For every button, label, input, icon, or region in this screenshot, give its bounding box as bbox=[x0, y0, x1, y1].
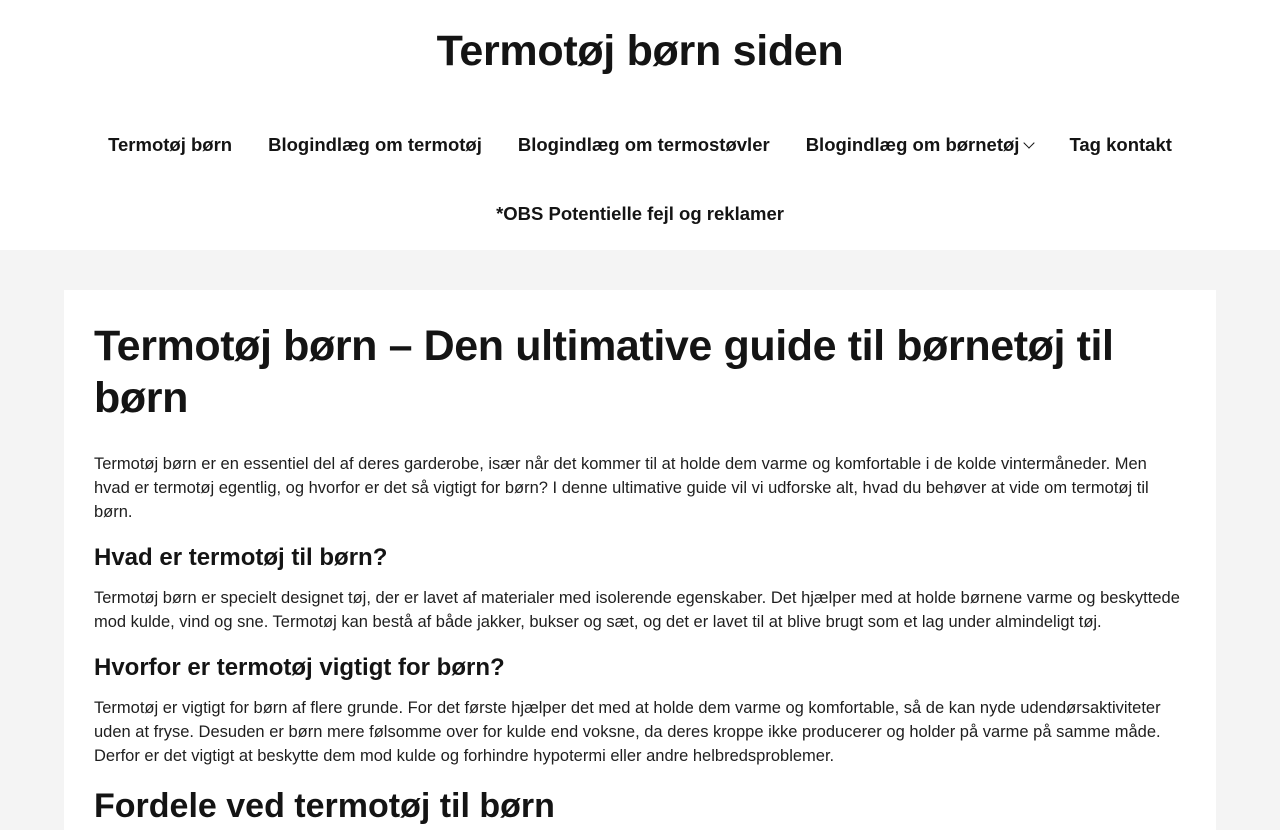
site-title[interactable]: Termotøj børn siden bbox=[436, 27, 844, 75]
section-heading-what-is: Hvad er termotøj til børn? bbox=[94, 544, 388, 571]
nav-item-blog-bornetoj[interactable] bbox=[806, 131, 1034, 159]
nav-item-termotoj-born[interactable]: Termotøj børn bbox=[108, 134, 233, 155]
article-intro: Termotøj børn er en essentiel del af deres garderobe, især når det kommer til at holde dem varme og komfortable i de kolde vintermåneder. Men hvad er termotøj egentlig, og hvorfor er det så vigtigt for børn? I denne ultimative guide vil vi udforske alt, hvad du behøver at vide om termotøj til børn. bbox=[94, 455, 1149, 521]
nav-item-blog-termotoj[interactable]: Blogindlæg om termotøj bbox=[268, 134, 482, 155]
section-heading-benefits: Fordele ved termotøj til børn bbox=[94, 787, 555, 825]
nav-row-secondary bbox=[0, 200, 1280, 228]
chevron-down-icon[interactable] bbox=[1024, 137, 1035, 148]
section-text-what-is: Termotøj børn er specielt designet tøj, der er lavet af materialer med isolerende egenskaber. Det hjælper med at holde børnene varme og beskyttede mod kulde, vind og sne. Termotøj kan bestå af både jakker, bukser og sæt, og det er lavet til at blive brugt som et lag under almindeligt tøj. bbox=[94, 589, 1180, 631]
nav-item-blog-termostovler[interactable]: Blogindlæg om termostøvler bbox=[517, 134, 770, 155]
nav-item-obs-fejl-reklamer[interactable]: *OBS Potentielle fejl og reklamer bbox=[496, 203, 784, 224]
nav-item-tag-kontakt[interactable]: Tag kontakt bbox=[1069, 134, 1172, 155]
article-title: Termotøj børn – Den ultimative guide til børnetøj til børn bbox=[94, 322, 1114, 422]
section-text-why: Termotøj er vigtigt for børn af flere grunde. For det første hjælper det med at holde dem varme og komfortable, så de kan nyde udendørsaktiviteter uden at fryse. Desuden er børn mere følsomme over for kulde end voksne, da deres kroppe ikke producerer og holder på varme på samme måde. Derfor er det vigtigt at beskytte dem mod kulde og forhindre hypotermi eller andre helbredsproblemer. bbox=[94, 699, 1161, 765]
nav-row-primary bbox=[0, 131, 1280, 159]
section-heading-why: Hvorfor er termotøj vigtigt for børn? bbox=[94, 654, 505, 681]
site-header bbox=[0, 0, 1280, 250]
nav-item-blog-bornetoj-label: Blogindlæg om børnetøj bbox=[805, 134, 1020, 155]
article-card bbox=[64, 290, 1216, 830]
